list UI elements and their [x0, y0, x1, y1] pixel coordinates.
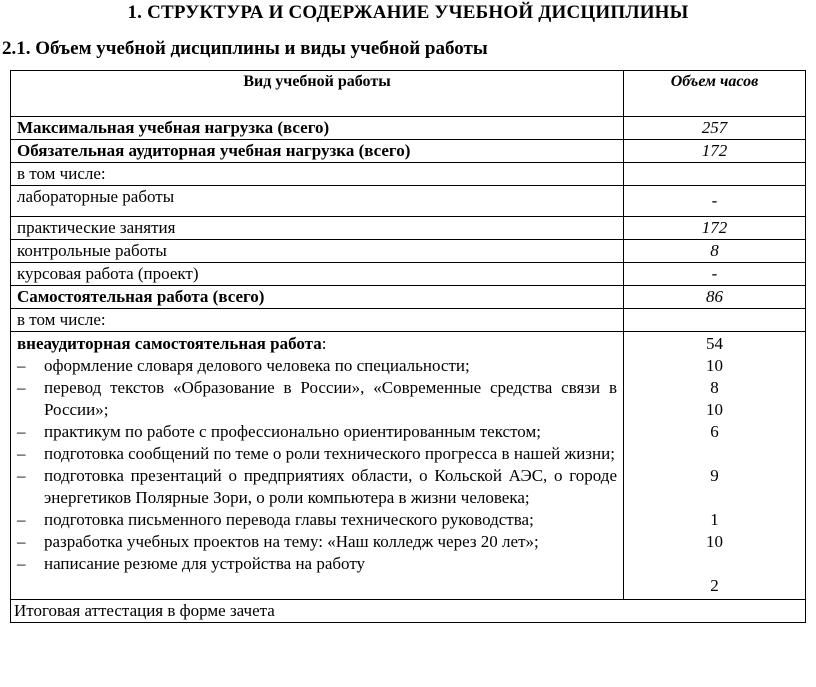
row-value: [624, 163, 806, 186]
row-value: -: [624, 186, 806, 217]
item-value: 9: [710, 466, 719, 485]
item-value: 6: [710, 422, 719, 441]
extracurricular-row: [11, 332, 806, 600]
table-row: [11, 263, 806, 286]
table-row: [11, 163, 806, 186]
subsection-heading: 2.1. Объем учебной дисциплины и виды учебной работы: [2, 38, 488, 59]
list-item: – подготовка презентаций о предприятиях области, о Кольской АЭС, о городе энергетиков Полярные Зори, о роли компьютера в жизни человека;: [17, 466, 617, 507]
row-value: 172: [624, 140, 806, 163]
list-item: – подготовка письменного перевода главы технического руководства;: [17, 510, 534, 529]
list-item: – подготовка сообщений по теме о роли технического прогресса в нашей жизни;: [17, 444, 615, 463]
table-row: [11, 140, 806, 163]
header-work-type: Вид учебной работы: [11, 71, 624, 117]
row-value: 257: [624, 117, 806, 140]
header-hours: Объем часов: [624, 71, 806, 117]
row-value: -: [624, 263, 806, 286]
list-item: – разработка учебных проектов на тему: «Наш колледж через 20 лет»;: [17, 532, 539, 551]
table-row: [11, 217, 806, 240]
list-item: – написание резюме для устройства на работу: [17, 554, 366, 573]
workload-table: [10, 70, 806, 623]
item-value: 1: [710, 510, 719, 529]
item-value: 10: [706, 356, 723, 375]
item-value: 10: [706, 532, 723, 551]
row-label: в том числе:: [11, 309, 624, 332]
table-row: [11, 240, 806, 263]
row-label: Самостоятельная работа (всего): [11, 286, 624, 309]
row-value: 86: [624, 286, 806, 309]
item-value: 8: [710, 378, 719, 397]
row-label: Обязательная аудиторная учебная нагрузка (всего): [11, 140, 624, 163]
row-value: 172: [624, 217, 806, 240]
row-label: лабораторные работы: [11, 186, 624, 217]
spacer: [630, 443, 799, 465]
row-label: в том числе:: [11, 163, 624, 186]
final-row: [11, 600, 806, 623]
spacer: [630, 487, 799, 509]
extracurricular-cell: [11, 332, 624, 600]
item-value: 10: [706, 400, 723, 419]
row-value: 8: [624, 240, 806, 263]
item-value: 2: [710, 576, 719, 595]
table-row: [11, 117, 806, 140]
row-label: практические занятия: [11, 217, 624, 240]
activity-list: [17, 355, 617, 575]
table-header-row: [11, 71, 806, 117]
list-item: – оформление словаря делового человека по специальности;: [17, 356, 470, 375]
list-item: – практикум по работе с профессионально ориентированным текстом;: [17, 422, 541, 441]
table-row: [11, 186, 806, 217]
final-assessment: Итоговая аттестация в форме зачета: [11, 600, 806, 623]
spacer: [630, 553, 799, 575]
table-row: [11, 309, 806, 332]
total-value: 54: [706, 334, 723, 353]
extracurricular-title: внеаудиторная самостоятельная работа:: [17, 334, 327, 353]
section-heading: 1. СТРУКТУРА И СОДЕРЖАНИЕ УЧЕБНОЙ ДИСЦИПЛИНЫ: [127, 2, 689, 23]
row-label: курсовая работа (проект): [11, 263, 624, 286]
row-value: [624, 309, 806, 332]
extracurricular-values: [624, 332, 806, 600]
row-label: контрольные работы: [11, 240, 624, 263]
row-label: Максимальная учебная нагрузка (всего): [11, 117, 624, 140]
list-item: – перевод текстов «Образование в России», «Современные средства связи в России»;: [17, 378, 617, 419]
table-row: [11, 286, 806, 309]
